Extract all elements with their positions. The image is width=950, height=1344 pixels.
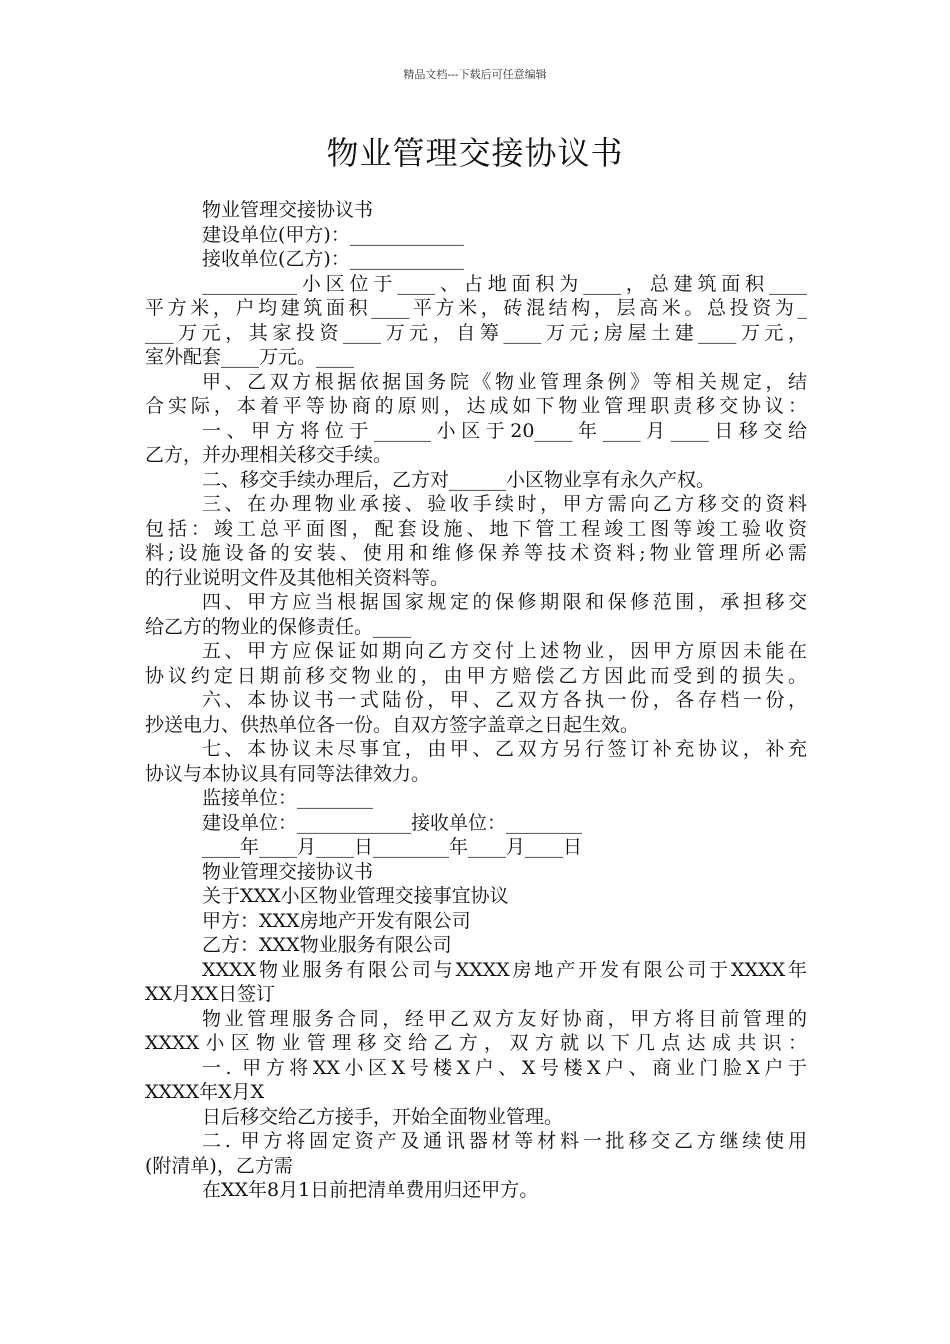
body-line: 的行业说明文件及其他相关资料等。 — [145, 566, 450, 589]
body-line: 二、移交手续办理后，乙方对______小区物业享有永久产权。 — [202, 468, 716, 491]
body-line: 物业管理交接协议书 — [202, 860, 374, 883]
body-line: 关于XXX小区物业管理交接事宜协议 — [202, 885, 509, 907]
body-line: 七、本协议未尽事宜，由甲、乙双方另行签订补充协议，补充 — [202, 738, 807, 760]
body-line: XXXX物业服务有限公司与XXXX房地产开发有限公司于XXXX年 — [202, 958, 807, 981]
body-line: 甲、乙双方根据依据国务院《物业管理条例》等相关规定，结 — [202, 370, 807, 393]
body-line: 六、本协议书一式陆份，甲、乙双方各执一份，各存档一份， — [202, 689, 807, 711]
body-line: 协议与本协议具有同等法律效力。 — [145, 762, 431, 785]
body-line: 合实际，本着平等协商的原则，达成如下物业管理职责移交协议： — [145, 395, 807, 417]
body-line: 监接单位：________ — [202, 787, 374, 809]
body-line: (附清单)，乙方需 — [145, 1154, 293, 1177]
header-note: 精品文档---下载后可任意编辑 — [403, 68, 547, 81]
body-line: 物业管理服务合同，经甲乙双方友好协商，甲方将目前管理的 — [202, 1007, 807, 1030]
body-line: 五、甲方应保证如期向乙方交付上述物业，因甲方原因未能在 — [202, 640, 807, 662]
document-title: 物业管理交接协议书 — [326, 134, 624, 172]
body-line: XXXX小区物业管理移交给乙方，双方就以下几点达成共识： — [145, 1032, 807, 1054]
body-line: 在XX年8月1日前把清单费用归还甲方。 — [202, 1179, 539, 1201]
body-line: XXXX年X月X — [145, 1081, 265, 1103]
body-line: 乙方，并办理相关移交手续。 — [145, 444, 393, 466]
body-line: 接收单位(乙方)：____________ — [202, 248, 464, 270]
body-line: 乙方：XXX物业服务有限公司 — [202, 934, 452, 956]
body-line: 料;设施设备的安装、使用和维修保养等技术资料;物业管理所必需 — [145, 542, 807, 564]
document-body — [145, 198, 807, 1203]
body-line: 一、甲方将位于______小区于20____年____月____日移交给 — [202, 419, 807, 442]
body-line: 日后移交给乙方接手，开始全面物业管理。 — [202, 1105, 564, 1128]
body-line: 抄送电力、供热单位各一份。自双方签字盖章之日起生效。 — [145, 713, 640, 736]
body-line: 四、甲方应当根据国家规定的保修期限和保修范围，承担移交 — [202, 591, 807, 613]
body-line: 平方米，户均建筑面积____平方米，砖混结构，层高米。总投资为_ — [145, 297, 807, 319]
body-line: 二. 甲方将固定资产及通讯器材等材料一批移交乙方继续使用 — [202, 1130, 807, 1152]
body-line: 建设单位：____________接收单位：________ — [202, 811, 583, 834]
body-line: XX月XX日签订 — [145, 983, 276, 1005]
body-line: 包括：竣工总平面图，配套设施、地下管工程竣工图等竣工验收资 — [145, 517, 807, 540]
body-line: 给乙方的物业的保修责任。____ — [145, 615, 412, 638]
body-line: 室外配套____万元。____ — [145, 346, 355, 368]
body-line: 建设单位(甲方)：____________ — [202, 223, 464, 246]
body-line: 协议约定日期前移交物业的，由甲方赔偿乙方因此而受到的损失。 — [145, 664, 807, 687]
body-line: 物业管理交接协议书 — [202, 199, 374, 221]
body-line: 甲方：XXX房地产开发有限公司 — [202, 909, 471, 932]
body-line: 一. 甲方将XX小区X号楼X户、X号楼X户、商业门脸X户于 — [202, 1056, 807, 1079]
body-line: ___万元，其家投资____万元，自筹____万元;房屋土建____万元， — [145, 321, 807, 344]
body-line: __________小区位于____、占地面积为____，总建筑面积____ — [202, 272, 807, 295]
body-line: 三、在办理物业承接、验收手续时，甲方需向乙方移交的资料 — [202, 493, 807, 515]
body-line: ____年____月____日________年____月____日 — [202, 836, 583, 858]
